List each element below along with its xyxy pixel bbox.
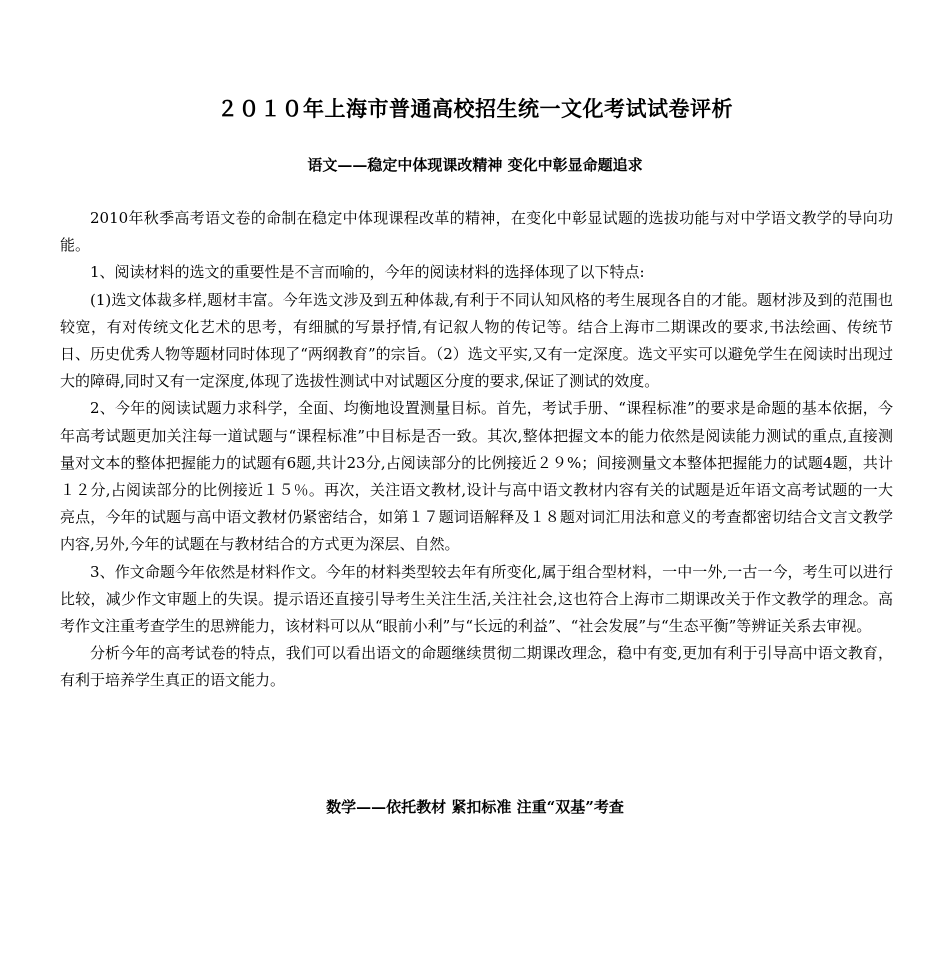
paragraph-point-2: 2、今年的阅读试题力求科学，全面、均衡地设置测量目标。首先，考试手册、“课程标准”的要求是命题的基本依据，今年高考试题更加关注每一道试题与“课程标准”中目标是否一致。其次,整体把握文本的能力依然是阅读能力测试的重点,直接测量对文本的整体把握能力的试题有6题,共计23分,占阅读部分的比例接近２９%；间接测量文本整体把握能力的试题4题，共计１２分,占阅读部分的比例接近１５％。再次，关注语文教材,设计与高中语文教材内容有关的试题是近年语文高考试题的一大亮点，今年的试题与高中语文教材仍紧密结合，如第１７题词语解释及１８题对词汇用法和意义的考查都密切结合文言文教学内容,另外,今年的试题在与教材结合的方式更为深层、自然。: [60, 399, 893, 554]
document-title: ２０１０年上海市普通高校招生统一文化考试试卷评析: [217, 96, 733, 121]
section-heading-chinese: 语文——稳定中体现课改精神 变化中彰显命题追求: [307, 156, 643, 174]
paragraph-point-3: 3、作文命题今年依然是材料作文。今年的材料类型较去年有所变化,属于组合型材料，一中一外,一古一今，考生可以进行比较，减少作文审题上的失误。提示语还直接引导考生关注生活,关注社会,这也符合上海市二期课改关于作文教学的理念。高考作文注重考查学生的思辨能力，该材料可以从“眼前小利”与“长远的利益”、“社会发展”与“生态平衡”等辨证关系去审视。: [60, 562, 893, 636]
paragraph-point-1-detail: (1)选文体裁多样,题材丰富。今年选文涉及到五种体裁,有利于不同认知风格的考生展现各自的才能。题材涉及到的范围也较宽，有对传统文化艺术的思考，有细腻的写景抒情,有记叙人物的传记等。结合上海市二期课改的要求,书法绘画、传统节日、历史优秀人物等题材同时体现了“两纲教育”的宗旨。（2）选文平实,又有一定深度。选文平实可以避免学生在阅读时出现过大的障碍,同时又有一定深度,体现了选拔性测试中对试题区分度的要求,保证了测试的效度。: [60, 290, 893, 391]
paragraph-summary: 分析今年的高考试卷的特点，我们可以看出语文的命题继续贯彻二期课改理念，稳中有变,更加有利于引导高中语文教育，有利于培养学生真正的语文能力。: [60, 644, 893, 690]
section-body-chinese: [60, 205, 893, 695]
paragraph-point-1: 1、阅读材料的选文的重要性是不言而喻的，今年的阅读材料的选择体现了以下特点:: [90, 263, 645, 282]
paragraph-intro: 2010年秋季高考语文卷的命制在稳定中体现课程改革的精神，在变化中彰显试题的选拔功能与对中学语文教学的导向功能。: [60, 209, 893, 255]
section-heading-math: 数学——依托教材 紧扣标准 注重“双基”考查: [326, 798, 624, 816]
